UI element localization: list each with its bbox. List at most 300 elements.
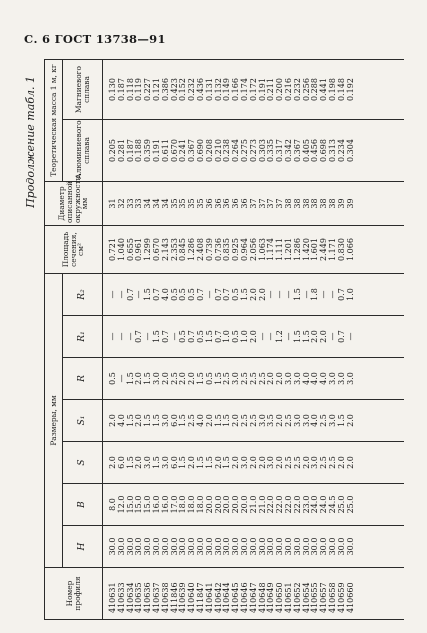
cell-r2: 2.0 <box>248 288 258 301</box>
cell-s1: 1.5 <box>151 414 161 427</box>
rotated-table-stage <box>24 60 412 620</box>
cell-area: 0.961 <box>134 238 144 261</box>
cell-h: 30.0 <box>187 537 197 556</box>
cell-r: — <box>116 374 126 383</box>
cell-r1: 1.5 <box>151 330 161 343</box>
cell-r2: — <box>301 290 311 299</box>
cell-b: 16.0 <box>160 495 170 514</box>
cell-diameter: 33 <box>134 198 144 209</box>
cell-mass-mg: 0.232 <box>187 78 197 101</box>
cell-mass-al: 0.611 <box>160 139 170 162</box>
cell-r: 2.5 <box>169 372 179 385</box>
cell-area: 1.063 <box>257 238 267 261</box>
cell-s1: 3.0 <box>301 414 311 427</box>
cell-b: 15.0 <box>134 495 144 514</box>
cell-s: 1.5 <box>195 456 205 469</box>
cell-r1: — <box>257 332 267 341</box>
cell-r: 4.0 <box>319 372 329 385</box>
cell-h: 30.0 <box>345 537 355 556</box>
cell-h: 30.0 <box>266 537 276 556</box>
cell-b: 8.0 <box>108 498 117 511</box>
cell-b: 24.5 <box>327 495 337 514</box>
header-dimensions-group: Размеры, мм <box>45 274 63 568</box>
cell-b: 18.0 <box>187 495 197 514</box>
cell-area: 0.925 <box>231 238 241 261</box>
cell-area: 1.286 <box>187 238 197 261</box>
cell-s1: 1.5 <box>125 414 135 427</box>
cell-profile: 410634 <box>125 582 135 613</box>
cell-mass-al: 0.273 <box>248 139 258 162</box>
cell-mass-al: 0.405 <box>301 139 311 162</box>
cell-s1: 2.5 <box>248 414 258 427</box>
cell-diameter: 31 <box>108 198 117 209</box>
cell-mass-mg: 0.198 <box>327 78 337 101</box>
cell-area: 1.601 <box>310 238 320 261</box>
cell-mass-al: 0.698 <box>319 139 329 162</box>
cell-r1: 1.2 <box>275 330 285 343</box>
cell-h: 30.0 <box>116 537 126 556</box>
cell-s: 2.5 <box>283 456 293 469</box>
cell-diameter: 39 <box>336 198 346 209</box>
cell-mass-al: 0.234 <box>336 139 346 162</box>
cell-area: 2.056 <box>248 238 258 261</box>
cell-r1: — <box>283 332 293 341</box>
cell-h: 30.0 <box>319 537 329 556</box>
cell-h: 30.0 <box>310 537 320 556</box>
cell-r2: 0.5 <box>187 288 197 301</box>
cell-r2: — <box>319 290 329 299</box>
header-mass-magnesium: Магниевого сплава <box>63 60 103 120</box>
cell-area: 0.964 <box>239 238 249 261</box>
cell-r1: — <box>327 332 337 341</box>
cell-s: 2.0 <box>275 456 285 469</box>
cell-area: 0.835 <box>222 238 232 261</box>
cell-b: 25.0 <box>336 495 346 514</box>
cell-s1: 2.0 <box>204 414 214 427</box>
cell-mass-al: 0.238 <box>222 139 232 162</box>
profile-table <box>44 59 404 620</box>
cell-diameter: 35 <box>187 198 197 209</box>
cell-area: 2.143 <box>160 238 170 261</box>
cell-mass-mg: 0.288 <box>310 78 320 101</box>
cell-mass-mg: 0.227 <box>143 78 153 101</box>
cell-area: 1.040 <box>116 238 126 261</box>
cell-diameter: 38 <box>301 198 311 209</box>
cell-b: 16.0 <box>151 495 161 514</box>
cell-mass-al: 0.359 <box>143 139 153 162</box>
cell-area: 1.174 <box>266 238 276 261</box>
cell-b: 15.0 <box>125 495 135 514</box>
cell-h: 30.0 <box>257 537 267 556</box>
cell-r2: 1.0 <box>345 288 355 301</box>
cell-r2: — <box>204 290 214 299</box>
cell-diameter: 34 <box>143 198 153 209</box>
cell-s: 1.5 <box>151 456 161 469</box>
cell-s: 1.5 <box>204 456 214 469</box>
cell-r: 2.5 <box>248 372 258 385</box>
column-r <box>103 358 355 399</box>
cell-b: 22.0 <box>292 495 302 514</box>
cell-area: 1.111 <box>275 238 285 261</box>
cell-s1: 2.0 <box>345 414 355 427</box>
column-r1 <box>103 316 355 357</box>
cell-r2: 2.0 <box>257 288 267 301</box>
cell-mass-al: 0.456 <box>310 139 320 162</box>
column-diameter <box>103 182 355 225</box>
cell-s1: 2.5 <box>187 414 197 427</box>
cell-r2: 1.5 <box>239 288 249 301</box>
cell-r1: 2.0 <box>248 330 258 343</box>
cell-profile: 410655 <box>310 582 320 613</box>
cell-profile: 410637 <box>151 582 161 613</box>
cell-r2: — <box>134 290 144 299</box>
cell-h: 30.0 <box>327 537 337 556</box>
cell-r: 4.0 <box>301 372 311 385</box>
cell-mass-mg: 0.192 <box>345 78 355 101</box>
cell-r: 2.0 <box>178 372 188 385</box>
cell-r2: — <box>275 290 285 299</box>
cell-mass-mg: 0.148 <box>336 78 346 101</box>
cell-s1: 4.0 <box>195 414 205 427</box>
cell-r: 2.5 <box>239 372 249 385</box>
cell-mass-al: 0.313 <box>327 139 337 162</box>
column-s1 <box>103 400 355 441</box>
cell-diameter: 35 <box>195 198 205 209</box>
cell-profile: 410631 <box>108 582 117 613</box>
cell-area: 0.845 <box>178 238 188 261</box>
cell-area: 0.830 <box>336 238 346 261</box>
cell-profile: 410660 <box>345 582 355 613</box>
column-mass-magnesium <box>103 60 355 119</box>
cell-profile: 410636 <box>143 582 153 613</box>
cell-mass-mg: 0.200 <box>275 78 285 101</box>
cell-s: 2.0 <box>248 456 258 469</box>
cell-r: 2.0 <box>266 372 276 385</box>
cell-r: 3.0 <box>292 372 302 385</box>
cell-mass-al: 0.264 <box>231 139 241 162</box>
cell-r1: 0.7 <box>134 330 144 343</box>
cell-s1: 2.0 <box>275 414 285 427</box>
cell-s: 3.0 <box>239 456 249 469</box>
cell-mass-mg: 0.119 <box>134 78 144 101</box>
cell-mass-mg: 0.149 <box>222 78 232 101</box>
cell-r1: — <box>108 332 117 341</box>
cell-profile: 410645 <box>231 582 241 613</box>
cell-r: 4.0 <box>310 372 320 385</box>
cell-mass-mg: 0.232 <box>292 78 302 101</box>
cell-b: 20.0 <box>213 495 223 514</box>
header-diameter: Диаметр описанной окружности, мм <box>45 182 103 226</box>
cell-r1: — <box>143 332 153 341</box>
cell-r2: 0.7 <box>222 288 232 301</box>
column-r2 <box>103 274 355 315</box>
cell-mass-mg: 0.131 <box>204 78 214 101</box>
cell-r1: 1.5 <box>301 330 311 343</box>
cell-r1: 2.0 <box>319 330 329 343</box>
cell-r1: 1.5 <box>292 330 302 343</box>
cell-profile: 410639 <box>178 582 188 613</box>
cell-s1: 3.0 <box>292 414 302 427</box>
cell-r: 3.0 <box>327 372 337 385</box>
cell-s1: 1.5 <box>222 414 232 427</box>
cell-r2: — <box>116 290 126 299</box>
cell-s1: 3.5 <box>266 414 276 427</box>
cell-profile: 410657 <box>319 582 329 613</box>
cell-b: 20.0 <box>239 495 249 514</box>
cell-profile: 410658 <box>327 582 337 613</box>
cell-b: 24.0 <box>319 495 329 514</box>
cell-h: 30.0 <box>195 537 205 556</box>
cell-s1: 2.5 <box>283 414 293 427</box>
cell-s: 2.0 <box>257 456 267 469</box>
cell-mass-al: 0.367 <box>187 139 197 162</box>
cell-s1: 2.5 <box>319 414 329 427</box>
cell-mass-mg: 0.166 <box>231 78 241 101</box>
cell-s1: 3.0 <box>160 414 170 427</box>
cell-mass-mg: 0.152 <box>178 78 188 101</box>
cell-mass-mg: 0.130 <box>108 78 117 101</box>
cell-s1: 1.5 <box>143 414 153 427</box>
cell-area: 1.420 <box>301 238 311 261</box>
cell-area: 1.201 <box>283 238 293 261</box>
cell-diameter: 37 <box>257 198 267 209</box>
cell-area: 0.736 <box>213 238 223 261</box>
cell-b: 20.0 <box>222 495 232 514</box>
cell-diameter: 36 <box>239 198 249 209</box>
cell-mass-al: 0.670 <box>169 139 179 162</box>
cell-r2: — <box>266 290 276 299</box>
cell-profile: 410654 <box>301 582 311 613</box>
cell-profile: 410633 <box>116 582 126 613</box>
header-r: R <box>63 358 103 400</box>
cell-s1: 1.5 <box>178 414 188 427</box>
cell-diameter: 35 <box>178 198 188 209</box>
column-s <box>103 442 355 483</box>
cell-r1: 1.0 <box>222 330 232 343</box>
cell-r2: 0.5 <box>169 288 179 301</box>
cell-diameter: 37 <box>248 198 258 209</box>
cell-b: 25.0 <box>345 495 355 514</box>
cell-r1: — <box>125 332 135 341</box>
cell-diameter: 34 <box>151 198 161 209</box>
cell-r2: — <box>283 290 293 299</box>
cell-mass-mg: 0.256 <box>301 78 311 101</box>
cell-r2: 0.7 <box>195 288 205 301</box>
cell-s: 2.0 <box>231 456 241 469</box>
cell-s: 2.0 <box>336 456 346 469</box>
cell-mass-al: 0.317 <box>275 139 285 162</box>
cell-h: 30.0 <box>169 537 179 556</box>
cell-profile: 410650 <box>275 582 285 613</box>
cell-mass-al: 0.275 <box>239 139 249 162</box>
column-b <box>103 484 355 525</box>
cell-mass-al: 0.208 <box>204 139 214 162</box>
header-s1: S₁ <box>63 400 103 442</box>
cell-s: 1.5 <box>222 456 232 469</box>
cell-b: 20.0 <box>204 495 214 514</box>
cell-s: 6.0 <box>116 456 126 469</box>
cell-s: 1.5 <box>178 456 188 469</box>
cell-r: 0.5 <box>108 372 117 385</box>
cell-profile: 410644 <box>222 582 232 613</box>
cell-b: 20.0 <box>231 495 241 514</box>
cell-r: 3.0 <box>231 372 241 385</box>
cell-mass-mg: 0.121 <box>151 78 161 101</box>
cell-diameter: 33 <box>125 198 135 209</box>
page-header: С. 6 ГОСТ 13738—91 <box>24 32 166 46</box>
cell-s: 2.0 <box>213 456 223 469</box>
cell-r: 2.5 <box>222 372 232 385</box>
cell-s: 2.0 <box>187 456 197 469</box>
cell-s1: 2.5 <box>239 414 249 427</box>
cell-area: 2.408 <box>195 238 205 261</box>
cell-r1: — <box>169 332 179 341</box>
cell-r: 3.0 <box>283 372 293 385</box>
cell-area: 1.171 <box>327 238 337 261</box>
cell-r2: 0.7 <box>336 288 346 301</box>
cell-s1: 3.0 <box>257 414 267 427</box>
cell-h: 30.0 <box>204 537 214 556</box>
cell-diameter: 38 <box>292 198 302 209</box>
cell-b: 12.0 <box>116 495 126 514</box>
cell-s: 2.5 <box>319 456 329 469</box>
cell-r1: — <box>345 332 355 341</box>
cell-mass-al: 0.303 <box>257 139 267 162</box>
cell-diameter: 35 <box>169 198 179 209</box>
cell-mass-mg: 0.174 <box>239 78 249 101</box>
cell-h: 30.0 <box>143 537 153 556</box>
cell-h: 30.0 <box>275 537 285 556</box>
cell-diameter: 34 <box>160 198 170 209</box>
cell-area: 0.721 <box>108 238 117 261</box>
cell-r2: — <box>108 290 117 299</box>
cell-r: 1.5 <box>213 372 223 385</box>
cell-r2: 1.5 <box>143 288 153 301</box>
cell-r: 2.0 <box>187 372 197 385</box>
cell-area: 2.353 <box>169 238 179 261</box>
cell-mass-al: 0.205 <box>108 139 117 162</box>
cell-s: 1.5 <box>125 456 135 469</box>
cell-r: 3.0 <box>151 372 161 385</box>
header-mass-aluminum: Алюминиевого сплава <box>63 120 103 182</box>
cell-diameter: 38 <box>310 198 320 209</box>
cell-r2: 0.7 <box>151 288 161 301</box>
header-area: Площадь сечения, см² <box>45 226 103 274</box>
cell-mass-al: 0.188 <box>134 139 144 162</box>
cell-mass-al: 0.342 <box>283 139 293 162</box>
cell-h: 30.0 <box>108 537 117 556</box>
cell-r2: — <box>327 290 337 299</box>
cell-profile: 410651 <box>283 582 293 613</box>
cell-area: 1.286 <box>292 238 302 261</box>
cell-mass-al: 0.690 <box>195 139 205 162</box>
cell-h: 30.0 <box>292 537 302 556</box>
cell-profile: 410652 <box>292 582 302 613</box>
cell-s: 3.0 <box>143 456 153 469</box>
cell-area: 1.066 <box>345 238 355 261</box>
header-profile: Номер профиля <box>45 568 103 620</box>
cell-mass-al: 0.335 <box>266 139 276 162</box>
cell-s: 3.0 <box>160 456 170 469</box>
cell-diameter: 36 <box>222 198 232 209</box>
cell-s: 2.5 <box>327 456 337 469</box>
cell-s: 3.0 <box>310 456 320 469</box>
cell-mass-mg: 0.436 <box>195 78 205 101</box>
cell-b: 15.0 <box>143 495 153 514</box>
cell-profile: 410641 <box>204 582 214 613</box>
cell-mass-mg: 0.386 <box>160 78 170 101</box>
cell-profile: 410647 <box>248 582 258 613</box>
cell-b: 17.0 <box>169 495 179 514</box>
cell-s: 2.5 <box>292 456 302 469</box>
cell-mass-mg: 0.211 <box>266 78 276 101</box>
cell-r1: 0.5 <box>178 330 188 343</box>
cell-r: 2.0 <box>160 372 170 385</box>
cell-r1: 1.0 <box>239 330 249 343</box>
continuation-label: Продолжение табл. 1 <box>24 76 37 208</box>
cell-s: 2.0 <box>301 456 311 469</box>
cell-r: 1.5 <box>195 372 205 385</box>
cell-profile: 411847 <box>195 582 205 613</box>
cell-diameter: 36 <box>204 198 214 209</box>
cell-profile: 411846 <box>169 582 179 613</box>
cell-r1: 0.7 <box>187 330 197 343</box>
cell-b: 18.0 <box>195 495 205 514</box>
column-mass-aluminum <box>103 120 355 181</box>
cell-mass-mg: 0.191 <box>257 78 267 101</box>
cell-r: 3.0 <box>336 372 346 385</box>
cell-h: 30.0 <box>222 537 232 556</box>
column-profile <box>103 568 355 619</box>
cell-b: 24.0 <box>310 495 320 514</box>
cell-r2: 0.5 <box>231 288 241 301</box>
cell-r: 0.5 <box>204 372 214 385</box>
cell-s: 6.0 <box>169 456 179 469</box>
cell-h: 30.0 <box>213 537 223 556</box>
cell-s1: 6.0 <box>169 414 179 427</box>
cell-profile: 410648 <box>257 582 267 613</box>
cell-mass-mg: 0.216 <box>283 78 293 101</box>
cell-r1: 0.7 <box>336 330 346 343</box>
cell-h: 30.0 <box>248 537 258 556</box>
cell-diameter: 38 <box>319 198 329 209</box>
cell-r1: — <box>266 332 276 341</box>
cell-r2: 0.7 <box>125 288 135 301</box>
cell-b: 23.0 <box>301 495 311 514</box>
cell-b: 21.0 <box>248 495 258 514</box>
cell-profile: 410646 <box>239 582 249 613</box>
cell-mass-al: 0.241 <box>178 139 188 162</box>
cell-r: 2.0 <box>134 372 144 385</box>
column-area <box>103 226 355 273</box>
cell-area: 2.449 <box>319 238 329 261</box>
cell-r2: 4.0 <box>160 288 170 301</box>
cell-b: 22.0 <box>266 495 276 514</box>
cell-mass-mg: 0.187 <box>116 78 126 101</box>
cell-mass-al: 0.210 <box>213 139 223 162</box>
column-h <box>103 526 355 567</box>
cell-h: 30.0 <box>178 537 188 556</box>
header-r1: R₁ <box>63 316 103 358</box>
header-r2: R₂ <box>63 274 103 316</box>
cell-mass-al: 0.367 <box>292 139 302 162</box>
cell-r1: 0.7 <box>160 330 170 343</box>
cell-area: 0.655 <box>125 238 135 261</box>
cell-profile: 410659 <box>336 582 346 613</box>
cell-s1: 2.0 <box>134 414 144 427</box>
cell-s1: 2.0 <box>108 414 117 427</box>
cell-r2: 0.5 <box>178 288 188 301</box>
